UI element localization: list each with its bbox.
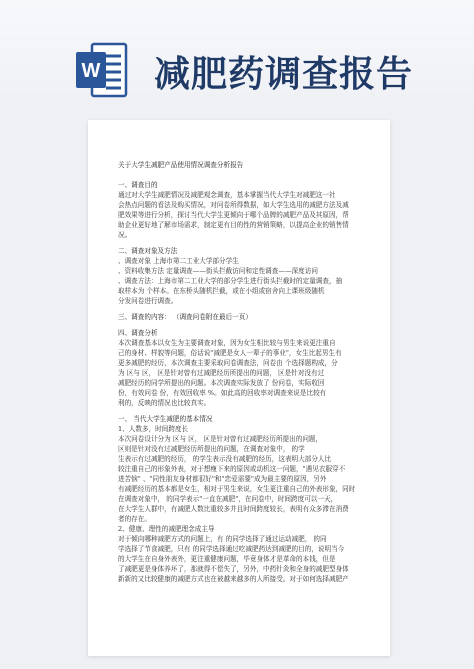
body-text-line: 己的身材、样貌等问题，俗话说"减肥是女人一辈子的事业"，女生比起男生有	[118, 349, 342, 357]
body-text-line: 取样本为 个样本。在东桥头随机拦截，或在小组或宿舍向上课班级随机	[118, 287, 325, 295]
document-lines	[118, 180, 366, 584]
section-heading: 一、调查目的	[118, 181, 158, 189]
body-text-line: 进苦恼" 、"同性朋友身材都很好"和"恋爱需要"成为最主要的原因，另外	[118, 475, 327, 483]
body-text-line: 减肥经历的同学所提出的问题。本次调查实际发放了 份问卷，实际收回	[118, 379, 325, 387]
section-heading: 三、调查的内容： （调查问卷附在最后一页）	[118, 313, 252, 321]
section-heading: 二、调查对象及方法	[118, 247, 178, 255]
section-heading: 一、 当代大学生减肥的基本情况	[118, 415, 213, 423]
body-text-line: 、调查方法：上海市第二工业大学的部分学生进行街头拦截时的定量调查，抽	[118, 277, 343, 285]
page-title: 减肥药调查报告	[154, 53, 414, 95]
body-text-line: 会热点问题的看法及购买情况，对问卷所得数据，如大学生选用的减肥方法及减	[118, 201, 349, 209]
body-text-line: 新新的又比较健康的减肥方式也在被越来越多的人所接受。对于如何选择减肥产	[118, 575, 349, 583]
word-document-icon	[76, 42, 128, 98]
body-text-line: 肥效果等进行分析，探讨当代大学生更倾向于哪个品牌的减肥产品及其原因，帮	[118, 211, 349, 219]
body-text-line: 况。	[118, 231, 132, 239]
body-text-line: 利的，反映的情况也比较真实。	[118, 399, 211, 407]
body-text-line: 学选择了节食减肥，只有 的同学选择通过吃减肥药达到减肥的目的，说明当今	[118, 545, 345, 553]
body-text-line: 通过对大学生减肥情况及减肥观念调查，基本掌握当代大学生对减肥这一社	[118, 191, 336, 199]
word-icon-letter: W	[81, 60, 101, 82]
body-text-line: 生表示有过减肥的经历， 的学生表示没有减肥的经历，这表明大部分人比	[118, 455, 332, 463]
document-title: 关于大学生减肥产品使用情况调查分析报告	[118, 161, 244, 169]
body-text-line: 助企业更好地了解市场需求，制定更有目的性的营销策略，以提高企业的销售情	[118, 221, 349, 229]
body-text-line: 的大学生在自身外表外，更注重健康问题，毕竟身体才是革命的本钱，但是	[118, 555, 336, 563]
body-text-line: 更多减肥的经历，本次调查主要采取问卷调查法，问卷由 个选择题构成，分	[118, 359, 338, 367]
body-text-line: 为 区与 区， 区是针对曾有过减肥经历所提出的问题， 区是针对没有过	[118, 369, 325, 377]
body-text-line: 在大学生人群中，有减肥人数比重较多并且时间跨度较长，表明有众多滞在消费	[118, 505, 349, 513]
body-text-line: 对于倾向哪种减肥方式的问题上，有 的同学选择了通过运动减肥， 的同	[118, 535, 327, 543]
body-text-line: 、资料收集方法 定量调查——街头拦截访问和定性调查——深度访问	[118, 267, 318, 275]
body-text-line: 了减肥更是身体养坏了，那就得不偿失了，另外，中药针灸和全身的减肥型身体	[118, 565, 349, 573]
document-page	[88, 120, 390, 656]
document-body	[118, 160, 366, 584]
body-text-line: 、调查对象 上海市第二工业大学部分学生	[118, 257, 239, 265]
body-text-line: 本次调查基本以女生为主要调查对象，因为女生相比较与男生来说更注重自	[118, 339, 336, 347]
body-text-line: 分发问卷进行调查。	[118, 297, 178, 305]
body-text-line: 有减肥经历的基本都是女生，相对于男生来说，女生更注重自己的外表形象，同时	[118, 485, 356, 493]
body-text-line: 较注重自己的形象外表，对于想瘦下来的原因或动机这一问题，"遇见衣服穿不	[118, 465, 346, 473]
document-banner	[0, 0, 474, 112]
body-text-line: 本次问卷设计分为 区与 区， 区是针对曾有过减肥经历所提出的问题，	[118, 435, 323, 443]
body-text-line: 区则是针对没有过减肥经历所提出的问题，在调查对象中， 的学	[118, 445, 305, 453]
body-text-line: 2、健康、理性的减肥理念成主导	[118, 525, 215, 533]
section-heading: 四、调查分析	[118, 329, 158, 337]
body-text-line: 在调查对象中， 的同学表示"一直在减肥"，在问卷中，时间跨度可以一天，	[118, 495, 338, 503]
body-text-line: 者的存在。	[118, 515, 151, 523]
body-text-line: 份，有效问卷 份，有效回收率 %。如此高的回收率对调查来说是比较有	[118, 389, 327, 397]
body-text-line: 1、人数多，时间跨度长	[118, 425, 189, 433]
